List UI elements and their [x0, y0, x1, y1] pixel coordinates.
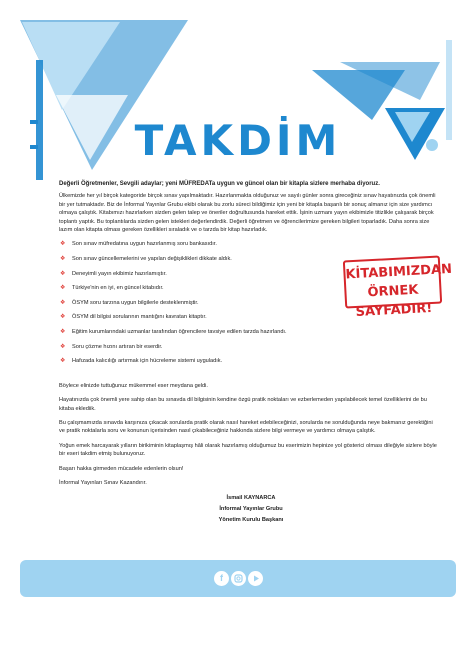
youtube-icon[interactable] — [248, 571, 263, 586]
bullet-icon: ❖ — [60, 358, 66, 365]
closing-paragraph: Başarı hakka girmeden mücadele edenlerin olsun! — [59, 465, 184, 472]
sample-page-stamp — [343, 255, 453, 320]
bullet-icon: ❖ — [60, 285, 66, 292]
signature-org: İnformal Yayınlar Grubu — [219, 506, 283, 513]
closing-section — [59, 382, 437, 488]
footer-bar — [20, 560, 456, 597]
bullet-icon: ❖ — [60, 314, 66, 321]
list-item: ❖ Son sınav müfredatına uygun hazırlanmış soru bankasıdır. — [60, 241, 217, 248]
list-item: ❖ Deneyimli yayın ekibimiz hazırlamıştır. — [60, 270, 167, 277]
bullet-icon: ❖ — [60, 343, 66, 350]
signature-block — [65, 493, 437, 526]
closing-paragraph: Böylece elinizde tuttuğunuz mükemmel eser meydana geldi. — [59, 382, 208, 389]
document-body — [59, 180, 453, 526]
closing-paragraph: Bu çalışmamızda sınavda karşınıza çıkacak sorularda pratik olarak nasıl hareket edebileceğinizi, sorularda ne sorulduğunda neye bakmanız gerektiğini ve pratik noktalarla soru ve konunun içerisinden nasıl çıkabileceğiniz hakkında sizlere bilgi vermeye ve yardımcı olmaya çalıştık. — [59, 420, 433, 435]
bullet-icon: ❖ — [60, 329, 66, 335]
list-item: ❖ Son sınav güncellemelerini ve yapılan değişiklikleri dikkate aldık. — [60, 256, 232, 263]
closing-paragraph: Yoğun emek harcayarak yılların birikiminin kitaplaşmış hâli olarak hazırlamış olduğumuz bu eserimizin hepinize yol gösterici olması dileğiyle sizlere böyle bir eseri takdim etmiş bulunuyoruz. — [59, 442, 437, 458]
stamp-line-2: ÖRNEK SAYFADIR! — [355, 282, 433, 320]
list-item: ❖ ÖSYM soru tarzına uygun bilgilerle desteklenmiştir. — [60, 299, 199, 306]
intro-paragraph: Ülkemizde her yıl birçok kategoride birçok sınav yapılmaktadır. Hazırlanmakta olduğunuz ve sayılı günler sonra gireceğiniz sınav hayatınızda çok önemli bir yer tutmaktadır. Biz de İnformal Yayınlar Grubu ekibi olarak bu zorlu süreci bildiğimiz için yeni bir kitapla başarılı bir sonuç almanız için size yardımcı olmaya çalıştık. Kitabımızı hazırlarken sizden gelen talep ve öneriler doğrultusunda hareket ettik. İşinin uzmanı yayın ekibimizle titizlikle çalışarak birçok toplantı yaptık. Bu toplantılarda sizden gelen istekleri değerlendirdik. Değerli öğretmen ve öğrencilerimize gereken bilgileri toparladık. Daha sonra size lazım olan kitapta olması gereken özellikleri sıraladık ve o tarzda bir kitap hazırladık. — [59, 193, 436, 234]
bullet-icon: ❖ — [60, 299, 66, 306]
signature-name: İsmail KAYNARCA — [226, 495, 276, 502]
signature-role: Yönetim Kurulu Başkanı — [218, 517, 284, 524]
instagram-icon[interactable] — [231, 571, 246, 586]
list-item: ❖ ÖSYM dil bilgisi sorularının mantığını kavratan kitaptır. — [60, 314, 207, 321]
closing-paragraph: İnformal Yayınları Sınav Kazandırır. — [59, 480, 147, 487]
list-item: ❖ Eğitim kurumlarındaki uzmanlar tarafından öğrencilere tavsiye edilen tarzda hazırlandı. — [60, 329, 287, 335]
list-item: ❖ Türkiye'nin en iyi, en güncel kitabıdır. — [60, 285, 164, 292]
bullet-icon: ❖ — [60, 270, 66, 277]
stamp-line-1: KİTABIMIZDAN — [345, 261, 453, 283]
page-title: TAKDİM — [134, 116, 342, 165]
greeting-text: Değerli Öğretmenler, Sevgili adaylar; yeni MÜFREDATa uygun ve güncel olan bir kitapla sizlere merhaba diyoruz. — [59, 181, 380, 187]
facebook-icon[interactable]: f — [214, 571, 229, 586]
bullet-icon: ❖ — [60, 256, 66, 263]
bullet-icon: ❖ — [60, 241, 66, 248]
list-item: ❖ Hafızada kalıcılığı artırmak için hücreleme sistemi uyguladık. — [60, 358, 223, 365]
closing-paragraph: Hayatınızda çok önemli yere sahip olan bu sınavda dil bilgisinin kendine özgü pratik noktaları ve ezberlemeden yapılabilecek temel özelliklerini de bu kitaba eklediik. — [59, 397, 427, 412]
list-item: ❖ Soru çözme hızını artıran bir eserdir. — [60, 343, 163, 350]
